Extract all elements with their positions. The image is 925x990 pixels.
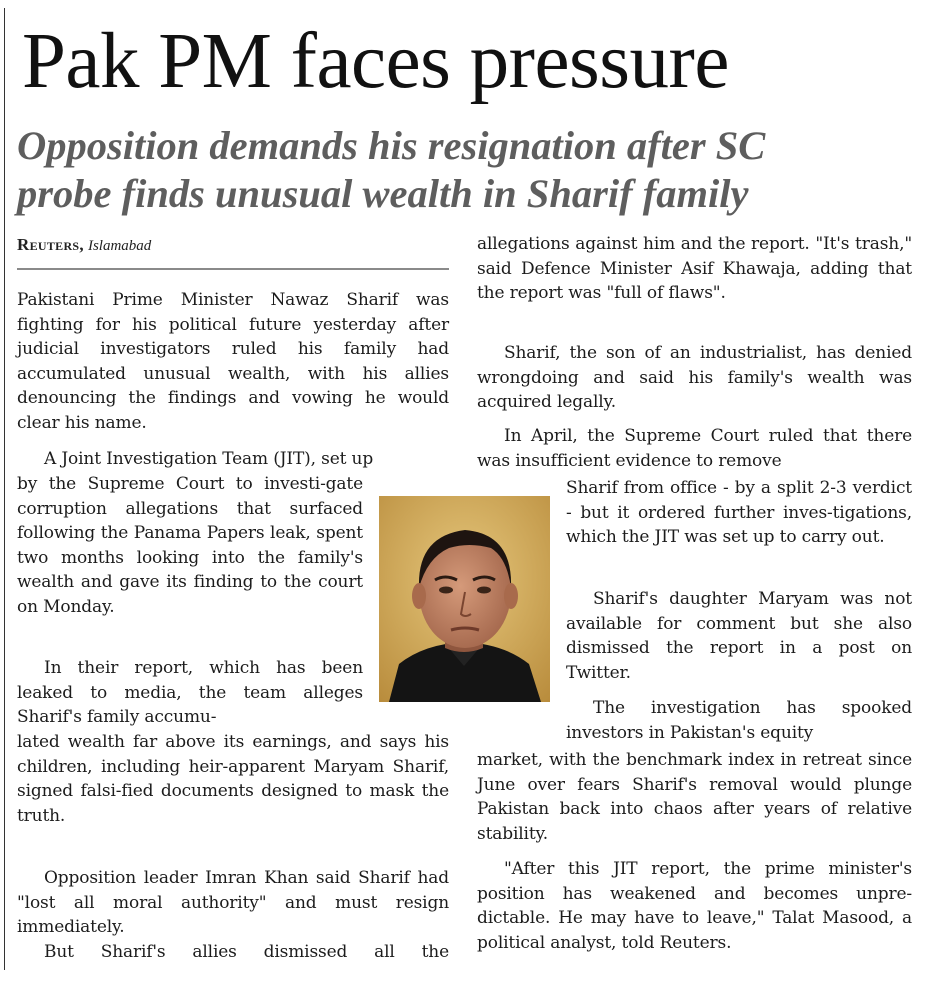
byline-divider	[17, 268, 449, 270]
subhead-line-2: probe finds unusual wealth in Sharif family	[17, 171, 749, 216]
right-para-4: Sharif's daughter Maryam was not available for comment but she also dismissed the report in a post on Twitter.	[566, 589, 912, 683]
left-para-5: But Sharif's allies dismissed all the	[44, 942, 449, 962]
left-para-2-wrap: by the Supreme Court to investi-gate corruption allegations that surfaced following the Panama Papers leak, spent two months looking into the family's wealth and gave its finding to the court on Monday.	[17, 474, 363, 617]
left-para-3-wrap: In their report, which has been leaked to media, the team alleges Sharif's family accumu-	[17, 658, 363, 728]
left-para-3-cont: lated wealth far above its earnings, and says his children, including heir-apparent Maryam Sharif, signed falsi-fied documents designed to mask the truth.	[17, 732, 449, 826]
right-para-2: Sharif, the son of an industrialist, has denied wrongdoing and said his family's wealth was acquired legally.	[477, 343, 912, 413]
portrait-photo	[379, 496, 550, 702]
byline-place: Islamabad	[87, 238, 152, 254]
subhead-line-1: Opposition demands his resignation after SC	[17, 123, 766, 168]
left-para-2-lead: A Joint Investigation Team (JIT), set up	[44, 449, 374, 469]
subheadline	[17, 122, 922, 218]
left-para-4: Opposition leader Imran Khan said Sharif had "lost all moral authority" and must resign immediately.	[17, 868, 449, 938]
right-para-5-wrap: The investigation has spooked investors in Pakistan's equity	[566, 698, 912, 743]
left-para-1: Pakistani Prime Minister Nawaz Sharif was fighting for his political future yesterday after judicial investigators ruled his family had accumulated unusual wealth, with his allies denouncing the findings and vowing he would clear his name.	[17, 290, 449, 433]
right-para-3-wrap: Sharif from office - by a split 2-3 verdict - but it ordered further inves-tigations, which the JIT was set up to carry out.	[566, 478, 912, 548]
byline-agency: Reuters,	[17, 235, 84, 254]
right-para-6: "After this JIT report, the prime minister's position has weakened and becomes unpre-dictable. He may have to leave," Talat Masood, a political analyst, told Reuters.	[477, 859, 912, 953]
headline: Pak PM faces pressure	[22, 18, 729, 105]
right-para-3-lead: In April, the Supreme Court ruled that there was insufficient evidence to remove	[477, 426, 912, 471]
page-left-border	[4, 8, 5, 970]
right-para-1: allegations against him and the report. "It's trash," said Defence Minister Asif Khawaja, adding that the report was "full of flaws".	[477, 234, 912, 304]
portrait-icon	[379, 496, 550, 702]
right-para-5-cont: market, with the benchmark index in retreat since June over fears Sharif's removal would plunge Pakistan back into chaos after years of relative stability.	[477, 750, 912, 844]
byline	[17, 235, 151, 255]
